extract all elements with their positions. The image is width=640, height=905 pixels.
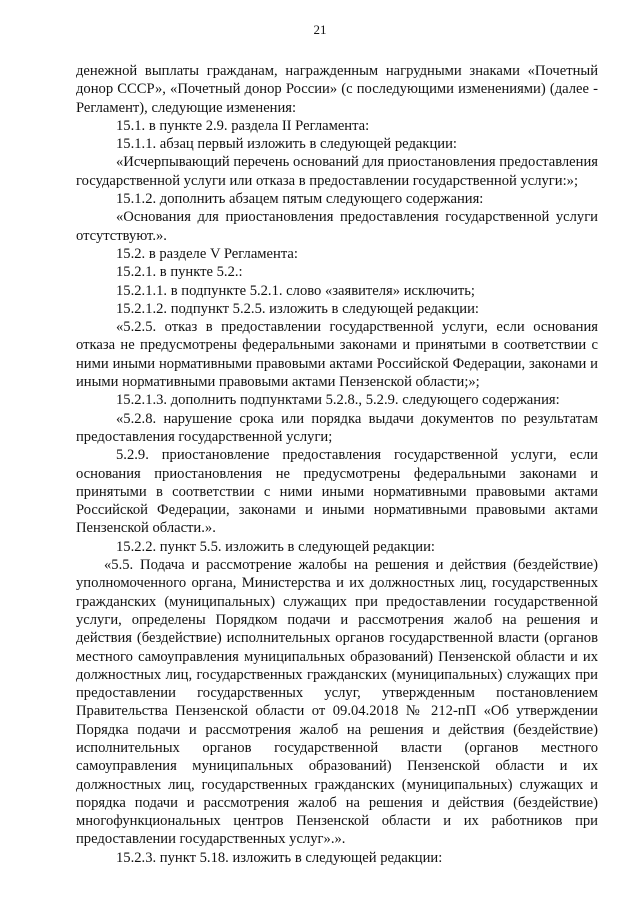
- paragraph: денежной выплаты гражданам, награжденным нагрудными знаками «Почетный донор СССР», «Почетный донор России» (с последующими изменениями) (далее - Регламент), следующие изменения:: [76, 63, 598, 116]
- paragraph: 15.1.1. абзац первый изложить в следующей редакции:: [116, 136, 457, 153]
- paragraph: 15.1. в пункте 2.9. раздела II Регламента:: [116, 117, 370, 134]
- paragraph: 5.2.9. приостановление предоставления государственной услуги, если основания приостановления не предусмотрены федеральными законами и принятыми в соответствии с ними иными нормативными правовыми актами Российской Федерации, законами и иными нормативными правовыми актами Пензенской области.».: [76, 447, 598, 537]
- paragraph: «5.5. Подача и рассмотрение жалобы на решения и действия (бездействие) уполномоченного органа, Министерства и их должностных лиц, государственных гражданских (муниципальных) служащих при предоставлении государственной услуги, определены Порядком подачи и рассмотрения жалоб на решения и действия (бездействие) исполнительных органов государственной власти (органов местного самоуправления муниципальных образований) Пензенской области и их должностных лиц, государственных гражданских (муниципальных) служащих при предоставлении государственных услуг, утвержденным постановлением Правительства Пензенской области от 09.04.2018 № 212-пП «Об утверждении Порядка подачи и рассмотрения жалоб на решения и действия (бездействие) исполнительных органов государственной власти (органов местного самоуправления муниципальных образований) Пензенской области и их должностных лиц, государственных гражданских (муниципальных) служащих и порядка подачи и рассмотрения жалоб на решения и действия (бездействие) многофункциональных центров Пензенской области и их работников при предоставлении государственных услуг».».: [76, 557, 598, 848]
- paragraph: 15.2.1.1. в подпункте 5.2.1. слово «заявителя» исключить;: [116, 282, 475, 299]
- paragraph: 15.2.3. пункт 5.18. изложить в следующей редакции:: [116, 849, 443, 866]
- paragraph: 15.2. в разделе V Регламента:: [116, 245, 298, 262]
- page-number: 21: [313, 22, 327, 37]
- document-body: [76, 62, 598, 867]
- paragraph: 15.2.1.3. дополнить подпунктами 5.2.8., 5.2.9. следующего содержания:: [116, 392, 560, 409]
- paragraph: «Исчерпывающий перечень оснований для приостановления предоставления государственной услуги или отказа в предоставлении государственной услуги:»;: [76, 154, 598, 189]
- paragraph: «5.2.8. нарушение срока или порядка выдачи документов по результатам предоставления государственной услуги;: [76, 410, 598, 445]
- paragraph: 15.2.1.2. подпункт 5.2.5. изложить в следующей редакции:: [116, 300, 479, 317]
- paragraph: 15.2.2. пункт 5.5. изложить в следующей редакции:: [116, 538, 435, 555]
- paragraph: «Основания для приостановления предоставления государственной услуги отсутствуют.».: [76, 209, 598, 244]
- paragraph: 15.1.2. дополнить абзацем пятым следующего содержания:: [116, 191, 484, 208]
- paragraph: 15.2.1. в пункте 5.2.:: [116, 264, 243, 281]
- paragraph: «5.2.5. отказ в предоставлении государственной услуги, если основания отказа не предусмотрены федеральными законами и принятыми в соответствии с ними иными нормативными правовыми актами Российской Федерации, законами и иными нормативными правовыми актами Пензенской области;»;: [76, 319, 598, 391]
